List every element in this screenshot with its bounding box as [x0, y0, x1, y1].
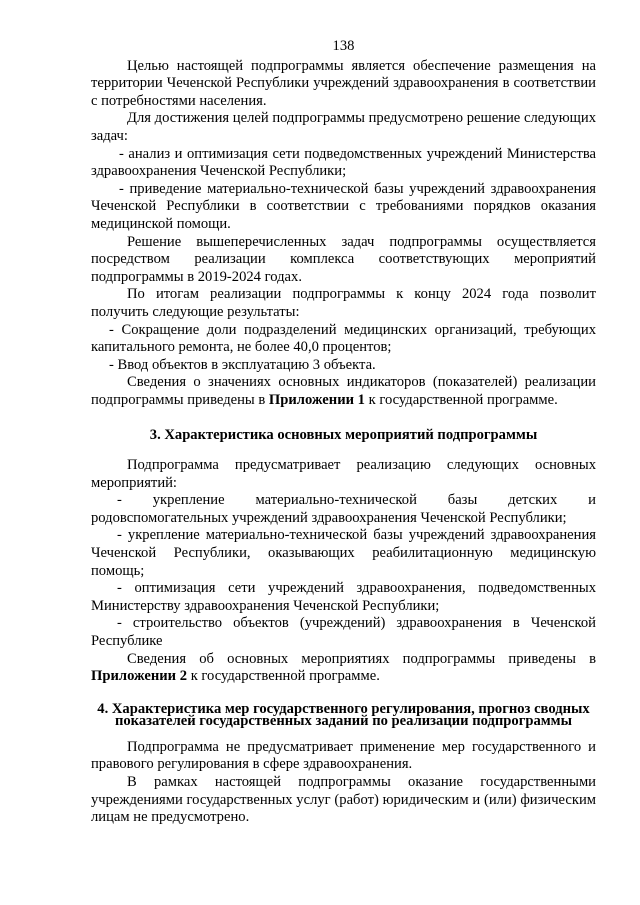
indicators-text-start: Сведения о значениях основных индикаторов (показателей) реализации подпрограммы приведены в: [91, 374, 596, 408]
task-item-2: - приведение материально-технической базы учреждений здравоохранения Чеченской Республики в соответствии с требованиями порядков оказания медицинской помощи.: [91, 180, 596, 232]
section-4-paragraph-2: В рамках настоящей подпрограммы оказание государственными учреждениями государственных услуг (работ) юридическим и (или) физическим лицам не предусмотрено.: [91, 773, 596, 826]
measure-item-2: - укрепление материально-технической базы учреждений здравоохранения Чеченской Республики, оказывающих реабилитационную медицинскую помощь;: [91, 527, 596, 579]
paragraph-solution: Решение вышеперечисленных задач подпрограммы осуществляется посредством реализации комплекса соответствующих мероприятий подпрограммы в 2019-2024 годах.: [91, 233, 596, 285]
result-item-2: - Ввод объектов в эксплуатацию 3 объекта.: [109, 356, 376, 373]
measure-item-1: - укрепление материально-технической базы детских и родовспомогательных учреждений здравоохранения Чеченской Республики;: [91, 492, 596, 526]
section-3-intro: Подпрограмма предусматривает реализацию следующих основных мероприятий:: [91, 457, 596, 491]
appendix-2-link-text: Приложении 2: [91, 668, 188, 685]
paragraph-indicators: [91, 374, 596, 409]
section-3-closing: [91, 651, 596, 686]
paragraph-goal: Целью настоящей подпрограммы является обеспечение размещения на территории Чеченской Республики учреждений здравоохранения в соответствии с потребностями населения.: [91, 57, 596, 109]
measures-text-start: Сведения об основных мероприятиях подпрограммы приведены в: [127, 650, 596, 667]
section-4-heading: 4. Характеристика мер государственного регулирования, прогноз сводных показателей государственных заданий по реализации подпрограммы: [97, 700, 590, 729]
section-3-heading: 3. Характеристика основных мероприятий подпрограммы: [149, 427, 538, 444]
section-4-paragraph-1: Подпрограмма не предусматривает применение мер государственного и правового регулирования в сфере здравоохранения.: [91, 738, 596, 773]
result-item-1: - Сокращение доли подразделений медицинских организаций, требующих капитального ремонта, не более 40,0 процентов;: [91, 321, 596, 356]
page-number: 138: [332, 38, 355, 54]
document-page: [91, 38, 596, 827]
paragraph-tasks-intro: Для достижения целей подпрограммы предусмотрено решение следующих задач:: [91, 110, 596, 144]
measures-text-end: к государственной программе.: [187, 668, 380, 685]
measure-item-4: - строительство объектов (учреждений) здравоохранения в Чеченской Республике: [91, 615, 596, 649]
measure-item-3: - оптимизация сети учреждений здравоохранения, подведомственных Министерству здравоохранения Чеченской Республики;: [91, 580, 596, 614]
appendix-1-link-text: Приложении 1: [268, 391, 365, 408]
paragraph-results-intro: По итогам реализации подпрограммы к концу 2024 года позволит получить следующие результаты:: [91, 286, 596, 320]
indicators-text-end: к государственной программе.: [364, 391, 558, 408]
task-item-1: - анализ и оптимизация сети подведомственных учреждений Министерства здравоохранения Чеченской Республики;: [91, 145, 596, 180]
